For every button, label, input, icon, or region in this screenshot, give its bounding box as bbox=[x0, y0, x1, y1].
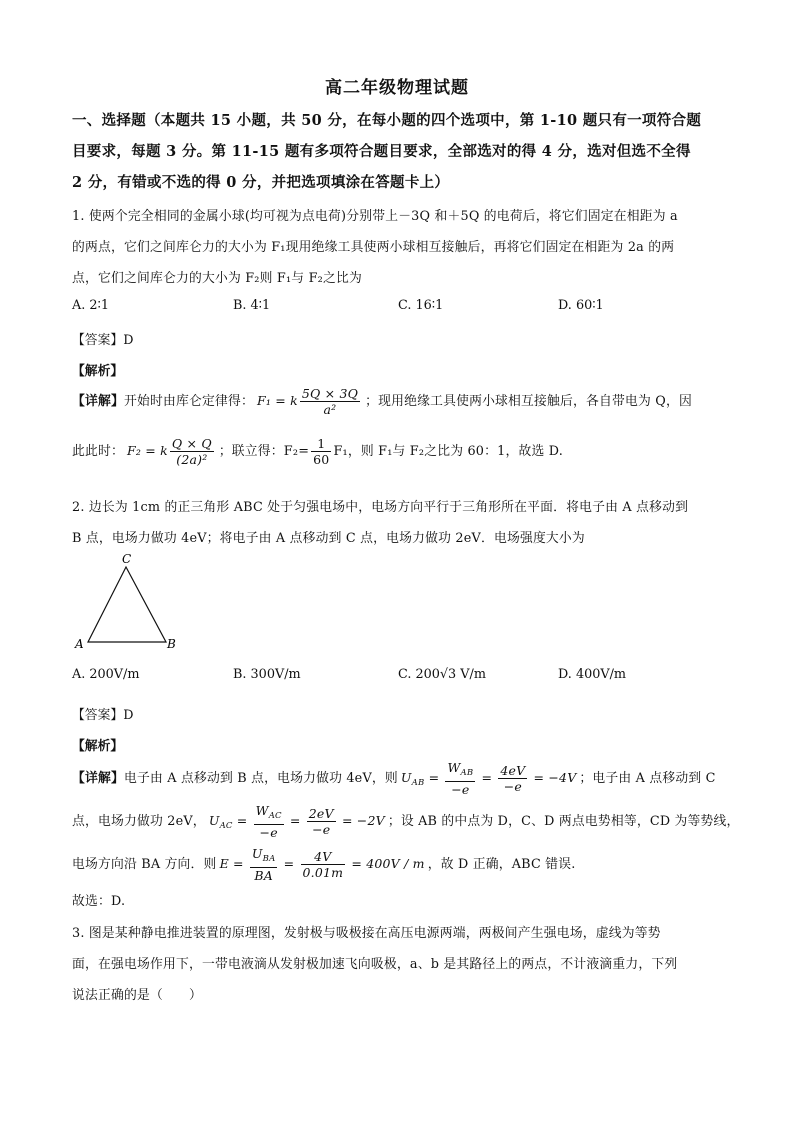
section-instructions-line-3: 2 分，有错或不选的得 0 分，并把选项填涂在答题卡上） bbox=[72, 174, 450, 191]
q2-uac-fraction-2 bbox=[307, 806, 336, 837]
q2-e-fraction-1 bbox=[250, 846, 278, 883]
q1-detail-tag: 【详解】 bbox=[72, 394, 124, 409]
q1-f1-denominator: a² bbox=[323, 402, 337, 417]
q2-uac-frac2-den: −e bbox=[312, 822, 331, 837]
q2-option-d[interactable]: D. 400V/m bbox=[558, 667, 627, 682]
q2-e-u-sub: BA bbox=[262, 854, 276, 864]
q1-detail-2-post: F₁，则 F₁与 F₂之比为 60：1，故选 D. bbox=[333, 444, 564, 459]
q1-f2-denominator: (2a)² bbox=[176, 452, 208, 467]
q2-uac-symbol: U bbox=[208, 813, 220, 828]
triangle-abc bbox=[88, 567, 166, 642]
q2-option-a[interactable]: A. 200V/m bbox=[72, 667, 140, 682]
triangle-abc-figure bbox=[70, 552, 190, 652]
q2-detail-tag: 【详解】 bbox=[72, 771, 124, 786]
q2-uac-result: = −2V bbox=[337, 813, 385, 828]
q2-e-frac1-den: BA bbox=[254, 868, 273, 883]
page-title: 高二年级物理试题 bbox=[325, 78, 469, 98]
q2-uac-w: W bbox=[255, 803, 269, 818]
section-instructions-line-1: 一、选择题（本题共 15 小题，共 50 分，在每小题的四个选项中，第 1-10 题只有一项符合题 bbox=[72, 112, 702, 129]
q1-option-d[interactable]: D. 60∶1 bbox=[558, 298, 604, 313]
q1-stem-line-2: 的两点，它们之间库仑力的大小为 F₁现用绝缘工具使两小球相互接触后，再将它们固定在相距为 2a 的两 bbox=[72, 240, 675, 255]
label-b: B bbox=[167, 637, 176, 651]
q1-detail-2-pre: 此此时： bbox=[72, 444, 124, 459]
q2-e-u: U bbox=[251, 846, 263, 861]
q2-uab-sub: AB bbox=[411, 778, 425, 788]
q2-uab-frac1-den: −e bbox=[451, 782, 470, 797]
q1-stem-line-3: 点，它们之间库仑力的大小为 F₂则 F₁与 F₂之比为 bbox=[72, 271, 362, 286]
q2-e-fraction-2 bbox=[301, 849, 346, 880]
q1-option-a[interactable]: A. 2∶1 bbox=[72, 298, 109, 313]
q2-detail-3-post: ，故 D 正确，ABC 错误. bbox=[427, 857, 576, 872]
q2-uac-frac1-num bbox=[254, 803, 284, 825]
q2-detail-1-pre: 电子由 A 点移动到 B 点，电场力做功 4eV，则 bbox=[124, 771, 398, 786]
q1-detail-1-post: ；现用绝缘工具使两小球相互接触后，各自带电为 Q，因 bbox=[365, 394, 692, 409]
q1-formula-f2 bbox=[127, 436, 216, 467]
q2-uac-frac2-num: 2eV bbox=[308, 806, 334, 821]
section-instructions-line-2: 目要求，每题 3 分。第 11-15 题有多项符合题目要求，全部选对的得 4 分，选对但选不全得 bbox=[72, 143, 691, 160]
q1-stem-line-1: 1. 使两个完全相同的金属小球(均可视为点电荷)分别带上－3Q 和＋5Q 的电荷后，将它们固定在相距为 a bbox=[72, 209, 678, 224]
q2-e-result: = 400V / m bbox=[347, 856, 425, 871]
q2-stem-line-1: 2. 边长为 1cm 的正三角形 ABC 处于匀强电场中，电场方向平行于三角形所在平面．将电子由 A 点移动到 bbox=[72, 500, 689, 515]
q1-detail-1-pre: 开始时由库仑定律得： bbox=[124, 394, 254, 409]
q1-analysis-tag: 【解析】 bbox=[72, 364, 124, 379]
q1-f2-lhs: F₂ = k bbox=[127, 443, 168, 458]
q2-uab-frac2-num: 4eV bbox=[500, 763, 526, 778]
q1-option-b[interactable]: B. 4∶1 bbox=[233, 298, 271, 313]
q2-uab-eq: = bbox=[424, 770, 444, 785]
q2-e-frac2-den: 0.01m bbox=[302, 865, 344, 880]
q2-detail-2-pre: 点，电场力做功 2eV， bbox=[72, 814, 206, 829]
q1-answer: 【答案】D bbox=[72, 333, 134, 348]
q2-formula-e: E = $\frac{U_{BA}}{BA}$ = $\frac{4V}{0.01m}$ = 400V / m bbox=[219, 846, 425, 883]
q1-detail-2-mid: ；联立得：F₂= bbox=[218, 444, 310, 459]
q2-detail-3-pre: 电场方向沿 BA 方向．则 bbox=[72, 857, 217, 872]
q2-detail-1-post: ；电子由 A 点移动到 C bbox=[579, 771, 716, 786]
q2-e-frac2-num: 4V bbox=[301, 849, 346, 865]
q3-stem-line-3: 说法正确的是（ ） bbox=[72, 988, 202, 1003]
q1-formula-f1 bbox=[257, 386, 362, 417]
q1-f2-numerator: Q × Q bbox=[171, 436, 212, 451]
q2-formula-uab: $U_{AB}$ = $\frac{W_{AB}}{-e}$ = $\frac{4eV}{-e}$ = −4V bbox=[400, 760, 577, 797]
q2-detail-2-post: ；设 AB 的中点为 D，C、D 两点电势相等，CD 为等势线， bbox=[387, 814, 740, 829]
q2-uab-w: W bbox=[447, 760, 461, 775]
q2-formula-uac: $U_{AC}$ = $\frac{W_{AC}}{-e}$ = $\frac{2eV}{-e}$ = −2V bbox=[208, 803, 385, 840]
q2-uab-fraction-1 bbox=[445, 760, 475, 797]
q2-uab-fraction-2 bbox=[498, 763, 527, 794]
q1-f1-fraction bbox=[300, 386, 360, 417]
q2-stem-line-2: B 点，电场力做功 4eV；将电子由 A 点移动到 C 点，电场力做功 2eV．电场强度大小为 bbox=[72, 531, 585, 546]
q2-analysis-tag: 【解析】 bbox=[72, 739, 124, 754]
q2-uab-frac1-num bbox=[445, 760, 475, 782]
q2-uac-sub: AC bbox=[219, 821, 233, 831]
q2-option-c[interactable]: C. 200√3 V/m bbox=[398, 667, 486, 682]
q2-detail-line-3 bbox=[72, 846, 576, 883]
q2-e-frac1-num bbox=[250, 846, 278, 868]
q1-f3-numerator: 1 bbox=[311, 436, 331, 452]
q2-uab-result: = −4V bbox=[529, 770, 577, 785]
q1-f3-fraction bbox=[311, 436, 331, 467]
q2-uab-frac2-den: −e bbox=[503, 779, 522, 794]
q2-uac-fraction-1 bbox=[254, 803, 284, 840]
q2-conclusion: 故选：D. bbox=[72, 894, 126, 909]
q1-option-c[interactable]: C. 16∶1 bbox=[398, 298, 444, 313]
q1-f2-fraction bbox=[170, 436, 214, 467]
label-a: A bbox=[75, 637, 84, 651]
q3-stem-line-1: 3. 图是某种静电推进装置的原理图，发射极与吸极接在高压电源两端，两极间产生强电场，虚线为等势 bbox=[72, 926, 661, 941]
q2-option-b[interactable]: B. 300V/m bbox=[233, 667, 301, 682]
q1-f1-lhs: F₁ = k bbox=[256, 393, 298, 408]
q1-f1-numerator: 5Q × 3Q bbox=[301, 386, 359, 401]
q2-answer: 【答案】D bbox=[72, 708, 134, 723]
q2-detail-line-2 bbox=[72, 803, 740, 840]
q1-detail-line-2 bbox=[72, 436, 563, 467]
q2-e-lhs: E = bbox=[219, 856, 248, 871]
q2-uab-w-sub: AB bbox=[460, 768, 474, 778]
label-c: C bbox=[122, 552, 132, 566]
q2-uac-w-sub: AC bbox=[268, 811, 282, 821]
q2-detail-line-1 bbox=[72, 760, 716, 797]
q1-detail-line-1 bbox=[72, 386, 692, 417]
q1-f3-denominator: 60 bbox=[313, 452, 330, 467]
q3-stem-line-2: 面，在强电场作用下，一带电液滴从发射极加速飞向吸极，a、b 是其路径上的两点，不计液滴重力，下列 bbox=[72, 957, 678, 972]
q2-uab-symbol: U bbox=[400, 770, 412, 785]
q2-uac-frac1-den: −e bbox=[259, 825, 278, 840]
